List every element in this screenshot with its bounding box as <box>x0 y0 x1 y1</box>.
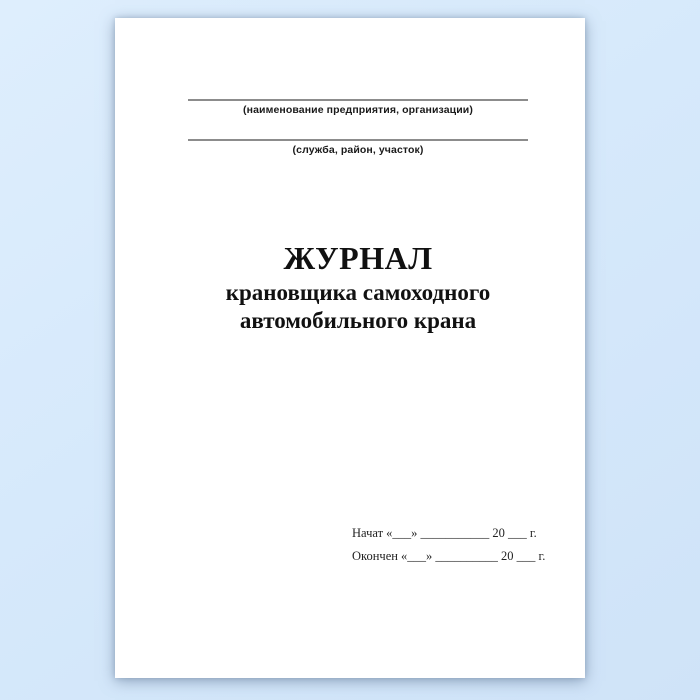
journal-subtitle-line2: автомобильного крана <box>239 308 477 333</box>
title-block <box>123 237 593 335</box>
org-name-caption: (наименование предприятия, организации) <box>243 103 473 116</box>
journal-title: ЖУРНАЛ <box>283 240 433 276</box>
org-name-field <box>188 99 528 116</box>
service-area-caption: (служба, район, участок) <box>292 143 424 156</box>
journal-subtitle-line1: крановщика самоходного <box>225 280 491 305</box>
service-area-blank-line <box>188 139 528 141</box>
date-finished-line: Окончен «___» __________ 20 ___ г. <box>352 549 546 563</box>
service-area-field <box>188 139 528 156</box>
org-name-blank-line <box>188 99 528 101</box>
date-started-line: Начат «___» ___________ 20 ___ г. <box>352 526 537 540</box>
journal-cover-page <box>115 18 585 678</box>
dates-block <box>352 522 545 568</box>
